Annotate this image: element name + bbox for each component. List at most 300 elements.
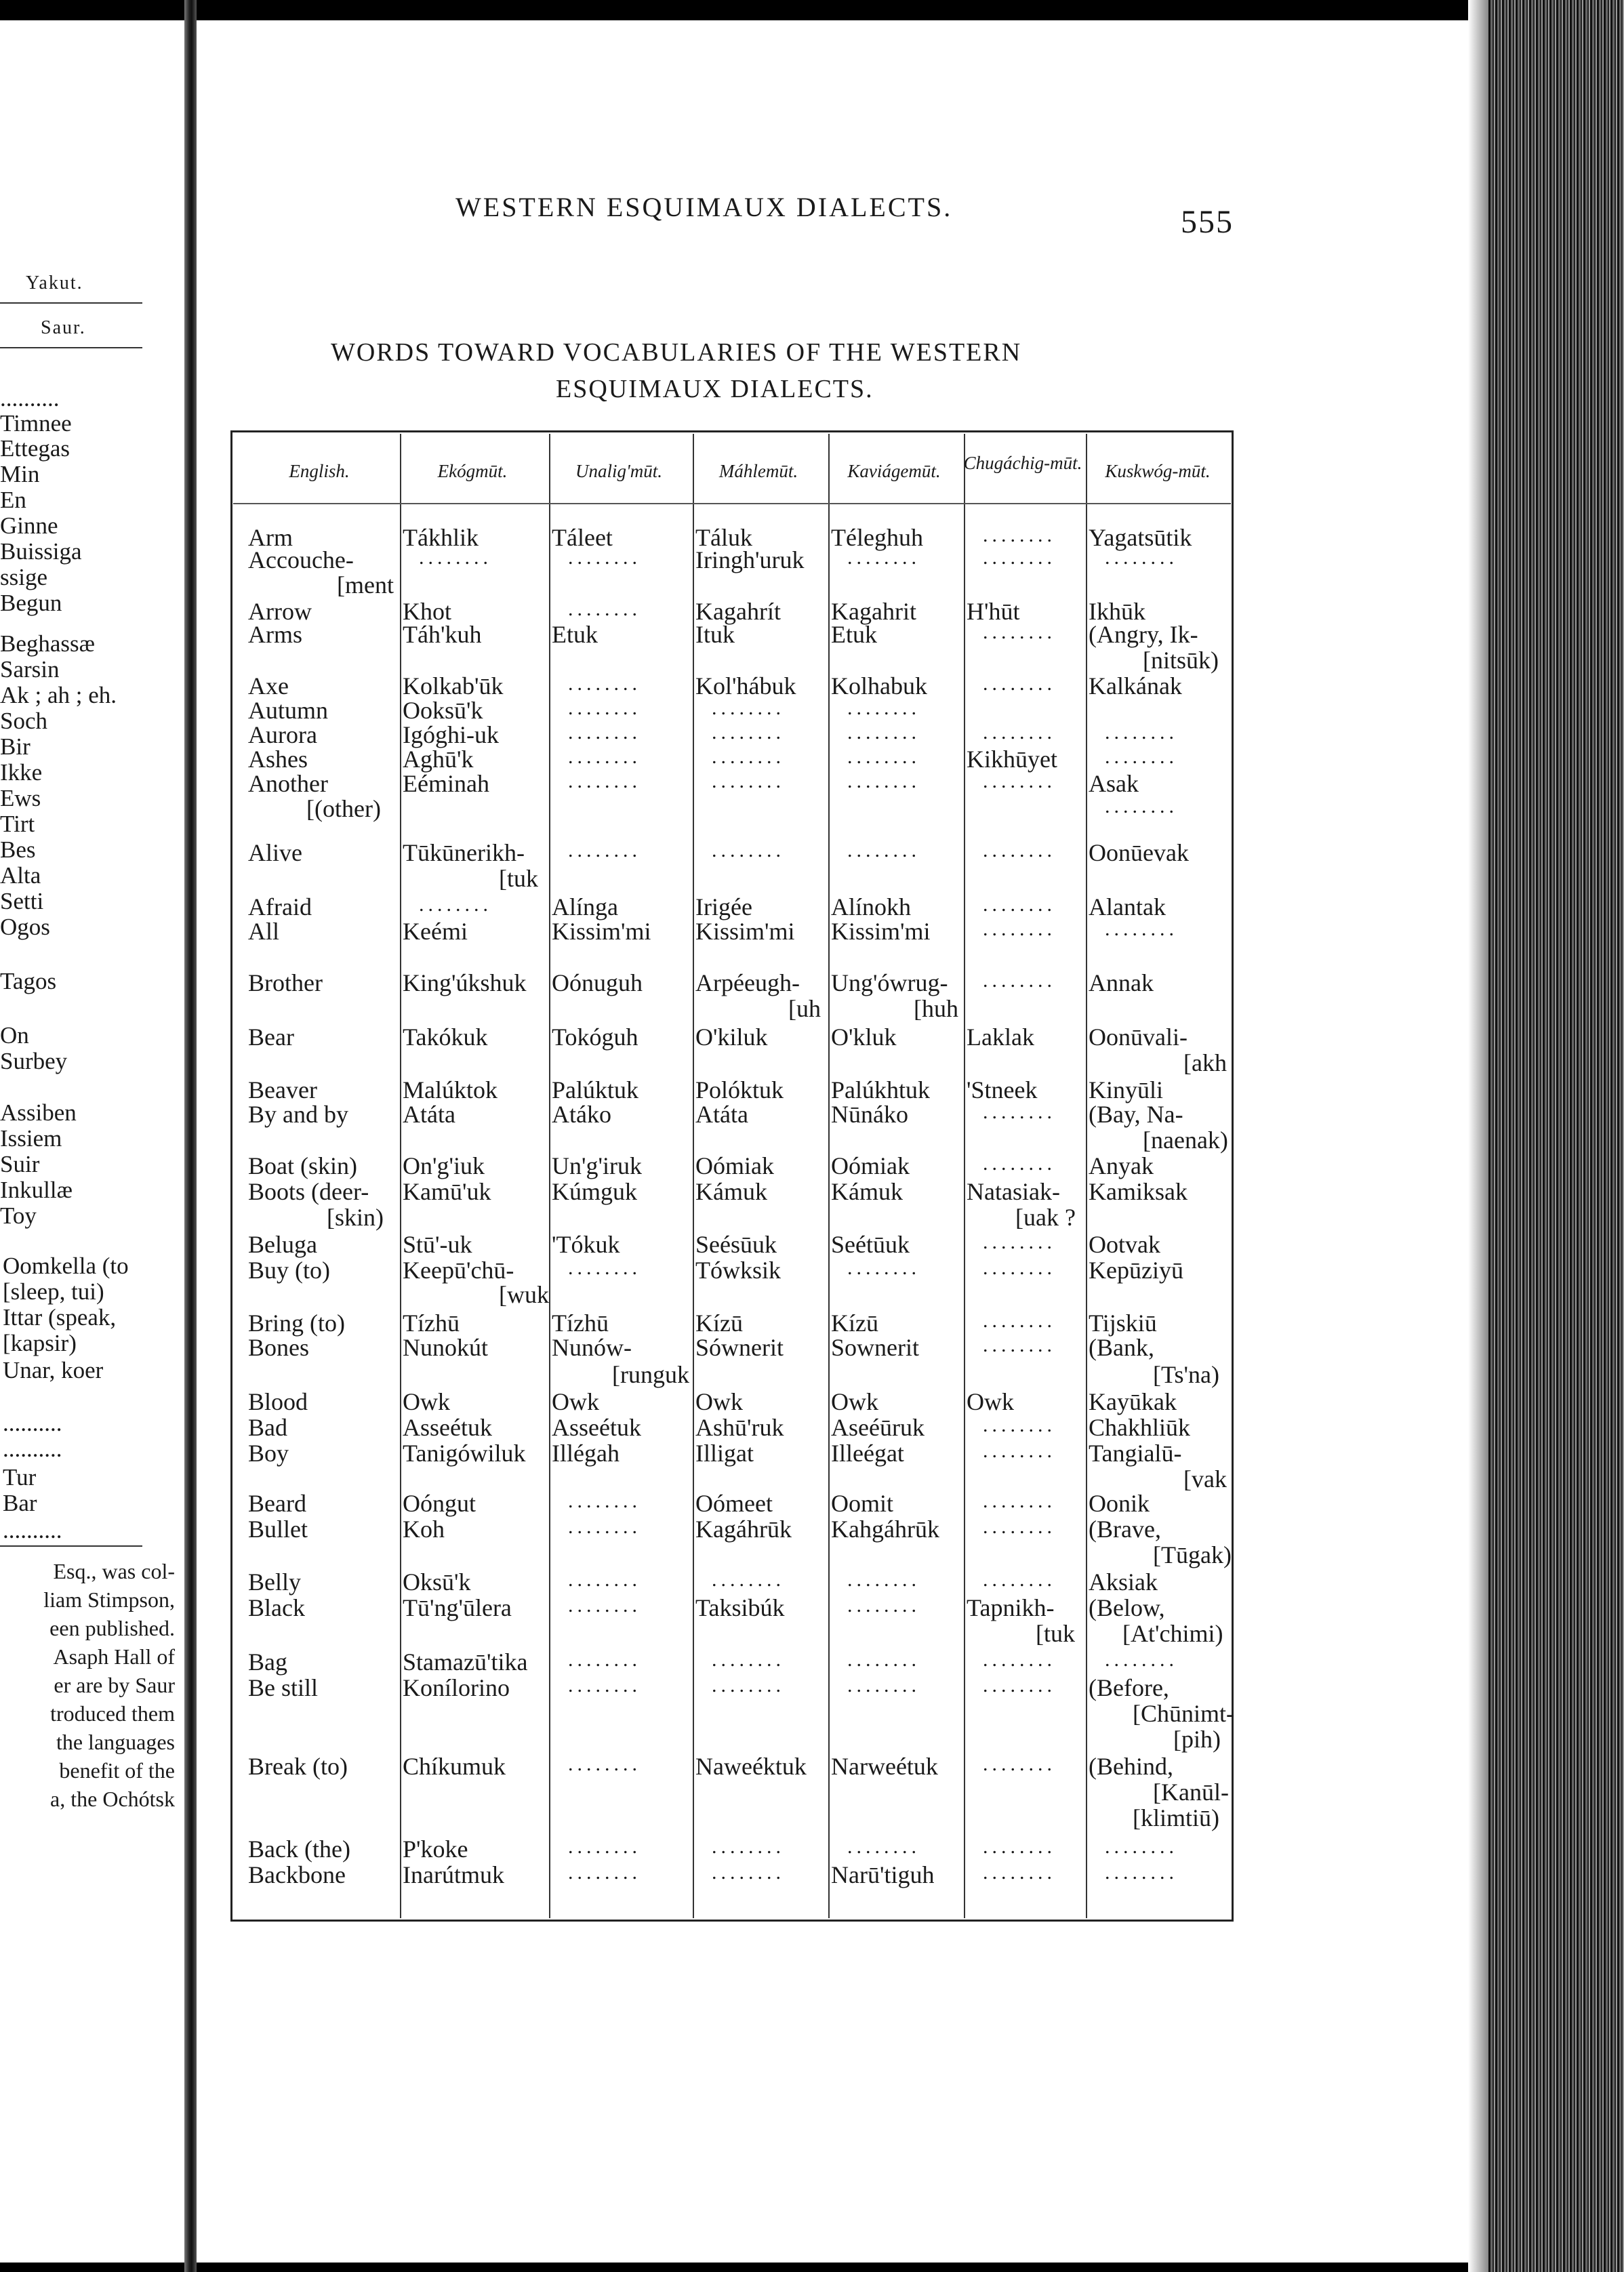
left-prose-line: the languages <box>56 1730 175 1754</box>
english-word-cell: Arm <box>248 524 293 551</box>
left-word-line: Unar, koer <box>3 1357 104 1383</box>
header-rule <box>233 503 1231 504</box>
dialect-word-cell: Aghū'k <box>403 746 474 773</box>
dialect-word-cell: Kagahrít <box>695 598 781 625</box>
left-word-line: Tur <box>3 1464 37 1490</box>
dialect-word-cell: (Bay, Na- <box>1089 1101 1183 1128</box>
dialect-word-cell: ........ <box>1105 1648 1178 1671</box>
dialect-word-cell: Ituk <box>695 621 735 648</box>
left-word-line: .......... <box>3 1410 62 1436</box>
dialect-word-cell: ........ <box>847 770 920 792</box>
dialect-word-cell: ........ <box>568 1594 641 1617</box>
left-word-line: [sleep, tui) <box>3 1278 104 1305</box>
left-word-line: Sarsin <box>0 656 60 683</box>
dialect-word-cell: [At'chimi) <box>1122 1620 1223 1647</box>
dialect-word-cell: ........ <box>983 1568 1056 1591</box>
dialect-word-cell: ........ <box>983 770 1056 792</box>
dialect-word-cell: ........ <box>847 1648 920 1671</box>
dialect-word-cell: Palúkhtuk <box>831 1076 931 1103</box>
english-word-cell: Another <box>248 770 328 797</box>
dialect-word-cell: [uak ? <box>1015 1204 1076 1231</box>
dialect-word-cell: ........ <box>847 839 920 861</box>
english-word-cell: Boy <box>248 1440 289 1467</box>
dialect-word-cell: ........ <box>983 969 1056 992</box>
dialect-word-cell: Anyak <box>1089 1152 1154 1179</box>
dialect-word-cell: Takókuk <box>403 1023 488 1051</box>
english-word-cell: Brother <box>248 969 323 996</box>
book-gutter <box>184 0 197 2272</box>
dialect-word-cell: Natasiak- <box>967 1178 1060 1205</box>
dialect-word-cell: ........ <box>983 1490 1056 1512</box>
dialect-word-cell: ........ <box>847 1568 920 1591</box>
dialect-word-cell: ........ <box>568 1516 641 1538</box>
english-word-cell: Bring (to) <box>248 1310 345 1337</box>
dialect-word-cell: Stamazū'tika <box>403 1648 528 1676</box>
dialect-word-cell: (Bank, <box>1089 1334 1154 1361</box>
dialect-word-cell: ........ <box>847 1594 920 1617</box>
dialect-word-cell: Arpéeugh- <box>695 969 800 996</box>
dialect-word-cell: Polóktuk <box>695 1076 784 1103</box>
english-word-cell: Be still <box>248 1674 319 1701</box>
dialect-word-cell: Inarútmuk <box>403 1861 504 1888</box>
left-word-line: Oomkella (to <box>3 1253 129 1279</box>
dialect-word-cell: ........ <box>1105 918 1178 940</box>
dialect-word-cell: ........ <box>419 893 492 916</box>
dialect-word-cell: Tákhlik <box>403 524 479 551</box>
dialect-word-cell: ........ <box>983 1414 1056 1436</box>
dialect-word-cell: Atáta <box>403 1101 455 1128</box>
dialect-word-cell: Narū'tiguh <box>831 1861 935 1888</box>
dialect-word-cell: [wuk <box>499 1281 549 1308</box>
dialect-word-cell: Oóngut <box>403 1490 476 1517</box>
left-column-header: Yakut. <box>26 272 83 293</box>
dialect-word-cell: ........ <box>983 524 1056 546</box>
dialect-word-cell: ........ <box>1105 795 1178 817</box>
dialect-word-cell: ........ <box>983 1861 1056 1884</box>
dialect-word-cell: Kissim'mi <box>552 918 651 945</box>
english-word-cell: Boat (skin) <box>248 1152 357 1179</box>
dialect-word-cell: Nūnáko <box>831 1101 908 1128</box>
english-word-cell: Bear <box>248 1023 294 1051</box>
dialect-word-cell: Kinyūli <box>1089 1076 1164 1103</box>
dialect-word-cell: Asseétuk <box>403 1414 492 1441</box>
left-bottom-rule <box>0 1545 142 1547</box>
english-word-cell: By and by <box>248 1101 348 1128</box>
left-word-line: [kapsir) <box>3 1330 77 1356</box>
dialect-word-cell: ........ <box>983 1334 1056 1356</box>
english-word-cell: Back (the) <box>248 1835 350 1863</box>
dialect-word-cell: Keémi <box>403 918 468 945</box>
dialect-word-cell: Tangialū- <box>1089 1440 1182 1467</box>
dialect-word-cell: ........ <box>847 1674 920 1697</box>
left-word-line: Ittar (speak, <box>3 1304 117 1331</box>
left-word-line: .......... <box>3 1517 62 1543</box>
dialect-word-cell: Illégah <box>552 1440 620 1467</box>
dialect-word-cell: ........ <box>983 1231 1056 1253</box>
dialect-word-cell: ........ <box>568 1674 641 1697</box>
dialect-word-cell: Táleet <box>552 524 613 551</box>
left-column-subheader: Saur. <box>41 317 86 338</box>
dialect-word-cell: ........ <box>983 1674 1056 1697</box>
dialect-word-cell: (Angry, Ik- <box>1089 621 1198 648</box>
left-word-line: Toy <box>0 1202 37 1229</box>
dialect-word-cell: Konílorino <box>403 1674 510 1701</box>
left-word-line: Suir <box>0 1151 40 1177</box>
english-word-cell: Arrow <box>248 598 312 625</box>
dialect-word-cell: ........ <box>568 672 641 695</box>
dialect-word-cell: Malúktok <box>403 1076 498 1103</box>
dialect-word-cell: ........ <box>847 721 920 744</box>
dialect-word-cell: ........ <box>983 839 1056 861</box>
dialect-word-cell: [akh <box>1183 1049 1227 1076</box>
dialect-word-cell: ........ <box>1105 546 1178 569</box>
left-word-line: Bes <box>0 836 36 863</box>
left-word-line: Issiem <box>0 1125 62 1152</box>
dialect-word-cell: Kízū <box>831 1310 878 1337</box>
dialect-word-cell: P'koke <box>403 1835 468 1863</box>
dialect-word-cell: Etuk <box>831 621 877 648</box>
dialect-word-cell: Kagáhrūk <box>695 1516 792 1543</box>
left-prose-line: Esq., was col- <box>53 1559 175 1583</box>
dialect-word-cell: ........ <box>568 1861 641 1884</box>
english-word-cell: Backbone <box>248 1861 346 1888</box>
left-word-line: Begun <box>0 590 62 616</box>
dialect-word-cell: Oksū'k <box>403 1568 471 1596</box>
dialect-word-cell: Yagatsūtik <box>1089 524 1192 551</box>
dialect-word-cell: ........ <box>983 1152 1056 1175</box>
dialect-word-cell: ........ <box>983 546 1056 569</box>
dialect-word-cell: Koh <box>403 1516 445 1543</box>
dialect-word-cell: [vak <box>1183 1465 1227 1493</box>
dialect-word-cell: ........ <box>568 1257 641 1279</box>
dialect-word-cell: 'Tókuk <box>552 1231 620 1258</box>
book-page-edges <box>1488 0 1624 2272</box>
dialect-word-cell: Seétūuk <box>831 1231 910 1258</box>
dialect-word-cell: Ikhūk <box>1089 598 1145 625</box>
dialect-word-cell: Oónuguh <box>552 969 643 996</box>
left-word-line: Setti <box>0 888 44 914</box>
dialect-word-cell: Taksibúk <box>695 1594 785 1621</box>
dialect-word-cell: Kalkának <box>1089 672 1182 699</box>
dialect-word-cell: 'Stneek <box>967 1076 1038 1103</box>
dialect-word-cell: Tówksik <box>695 1257 781 1284</box>
left-word-line: Beghassæ <box>0 630 95 657</box>
dialect-word-cell: Tapnikh- <box>967 1594 1055 1621</box>
english-word-cell: Bullet <box>248 1516 308 1543</box>
left-word-line: Ginne <box>0 512 58 539</box>
column-header: Ekógmūt. <box>437 461 508 481</box>
dialect-word-cell: On'g'iuk <box>403 1152 485 1179</box>
dialect-word-cell: ........ <box>1105 1861 1178 1884</box>
english-word-cell: Autumn <box>248 697 329 724</box>
dialect-word-cell: Illigat <box>695 1440 754 1467</box>
dialect-word-cell: [pih) <box>1173 1726 1221 1753</box>
dialect-word-cell: Oomit <box>831 1490 894 1517</box>
dialect-word-cell: Aseéūruk <box>831 1414 925 1441</box>
left-word-line: .......... <box>0 385 60 411</box>
dialect-word-cell: Kúmguk <box>552 1178 637 1205</box>
english-word-cell: All <box>248 918 280 945</box>
dialect-word-cell: ........ <box>983 1310 1056 1332</box>
dialect-word-cell: ........ <box>568 598 641 620</box>
left-word-line: On <box>0 1022 29 1049</box>
left-word-line: Bar <box>3 1490 37 1516</box>
dialect-word-cell: ........ <box>847 546 920 569</box>
dialect-word-cell: ........ <box>712 1861 785 1884</box>
dialect-word-cell: ........ <box>1105 746 1178 768</box>
dialect-word-cell: Kolhabuk <box>831 672 927 699</box>
dialect-word-cell: Alínokh <box>831 893 912 920</box>
dialect-word-cell: ........ <box>568 1648 641 1671</box>
dialect-word-cell: ........ <box>983 721 1056 744</box>
dialect-word-cell: [tuk <box>1036 1620 1075 1647</box>
left-word-line: Bir <box>0 733 31 760</box>
dialect-word-cell: Chakhliūk <box>1089 1414 1190 1441</box>
dialect-word-cell: ........ <box>847 746 920 768</box>
dialect-word-cell: ........ <box>712 721 785 744</box>
dialect-word-cell: Alínga <box>552 893 618 920</box>
dialect-word-cell: ........ <box>568 1753 641 1775</box>
dialect-word-cell: Kepūziyū <box>1089 1257 1183 1284</box>
dialect-word-cell: ........ <box>847 697 920 719</box>
dialect-word-cell: [uh <box>788 995 821 1022</box>
dialect-word-cell: ........ <box>712 1835 785 1858</box>
dialect-word-cell: ........ <box>983 1101 1056 1123</box>
english-word-cell: Bag <box>248 1648 287 1676</box>
left-word-line: Soch <box>0 708 47 734</box>
english-word-cell: Accouche- <box>248 546 354 573</box>
dialect-word-cell: Nunokút <box>403 1334 488 1361</box>
dialect-word-cell: ........ <box>983 1440 1056 1462</box>
column-rule <box>964 434 965 1918</box>
left-word-line: Surbey <box>0 1048 68 1074</box>
english-word-cell: Boots (deer- <box>248 1178 369 1205</box>
dialect-word-cell: Narweétuk <box>831 1753 938 1780</box>
dialect-word-cell: Illeégat <box>831 1440 904 1467</box>
dialect-word-cell: Owk <box>552 1388 599 1415</box>
dialect-word-cell: [klimtiū) <box>1133 1804 1219 1831</box>
dialect-word-cell: Alantak <box>1089 893 1166 920</box>
dialect-word-cell: Sownerit <box>831 1334 919 1361</box>
dialect-word-cell: Irigée <box>695 893 752 920</box>
dialect-word-cell: ........ <box>712 1568 785 1591</box>
dialect-word-cell: ........ <box>983 672 1056 695</box>
left-word-line: Ak ; ah ; eh. <box>0 682 117 708</box>
english-word-cell: Arms <box>248 621 302 648</box>
dialect-word-cell: [nitsūk) <box>1143 647 1219 674</box>
dialect-word-cell: Tūkūnerikh- <box>403 839 525 866</box>
left-prose-line: een published. <box>49 1616 175 1640</box>
left-prose-line: er are by Saur <box>54 1673 175 1697</box>
left-word-line: Alta <box>0 862 41 889</box>
dialect-word-cell: ........ <box>847 1257 920 1279</box>
dialect-word-cell: (Below, <box>1089 1594 1165 1621</box>
dialect-word-cell: Laklak <box>967 1023 1034 1051</box>
dialect-word-cell: ........ <box>568 1835 641 1858</box>
column-rule <box>1086 434 1087 1918</box>
english-word-cell: Bad <box>248 1414 287 1441</box>
page-edge-shadow <box>1468 0 1488 2272</box>
dialect-word-cell: [Kanūl- <box>1153 1779 1229 1806</box>
dialect-word-cell: ........ <box>568 770 641 792</box>
dialect-word-cell: Eéminah <box>403 770 489 797</box>
dialect-word-cell: Táluk <box>695 524 752 551</box>
dialect-word-cell: Owk <box>695 1388 743 1415</box>
dialect-word-cell: ........ <box>712 1674 785 1697</box>
dialect-word-cell: [huh <box>914 995 958 1022</box>
dialect-word-cell: Kikhūyet <box>967 746 1057 773</box>
dialect-word-cell: ........ <box>983 1835 1056 1858</box>
dialect-word-cell: ........ <box>983 1516 1056 1538</box>
dialect-word-cell: Kolkab'ūk <box>403 672 504 699</box>
english-word-cell: Blood <box>248 1388 308 1415</box>
left-word-line: Assiben <box>0 1099 77 1126</box>
dialect-word-cell: Nunów- <box>552 1334 632 1361</box>
column-rule <box>400 434 401 1918</box>
left-prose-line: a, the Ochótsk <box>50 1787 175 1811</box>
dialect-word-cell: ........ <box>568 746 641 768</box>
english-word-cell: Beard <box>248 1490 306 1517</box>
dialect-word-cell: Ung'ówrug- <box>831 969 948 996</box>
english-word-cell: Break (to) <box>248 1753 348 1780</box>
dialect-word-cell: Tokóguh <box>552 1023 638 1051</box>
column-rule <box>693 434 694 1918</box>
dialect-word-cell: ........ <box>712 746 785 768</box>
dialect-word-cell: O'kiluk <box>695 1023 768 1051</box>
dialect-word-cell: Kízū <box>695 1310 743 1337</box>
left-word-line: Tagos <box>0 968 57 994</box>
dialect-word-cell: King'úkshuk <box>403 969 527 996</box>
dialect-word-cell: [Chūnimt- <box>1133 1700 1234 1727</box>
dialect-word-cell: Naweéktuk <box>695 1753 807 1780</box>
scan-top-border <box>0 0 1624 20</box>
dialect-word-cell: ........ <box>568 697 641 719</box>
dialect-word-cell: ........ <box>983 1753 1056 1775</box>
dialect-word-cell: Oómeet <box>695 1490 773 1517</box>
dialect-word-cell: Kámuk <box>695 1178 767 1205</box>
running-head: WESTERN ESQUIMAUX DIALECTS. <box>455 192 953 222</box>
english-word-cell: Black <box>248 1594 305 1621</box>
dialect-word-cell: Annak <box>1089 969 1154 996</box>
english-word-cell: Alive <box>248 839 302 866</box>
dialect-word-cell: Kissim'mi <box>831 918 931 945</box>
dialect-word-cell: Kamiksak <box>1089 1178 1187 1205</box>
column-header: Kuskwóg-mūt. <box>1105 461 1211 481</box>
dialect-word-cell: [tuk <box>499 865 538 892</box>
dialect-word-cell: Kagahrit <box>831 598 916 625</box>
dialect-word-cell: Owk <box>967 1388 1014 1415</box>
dialect-word-cell: Iringh'uruk <box>695 546 805 573</box>
left-prose-line: Asaph Hall of <box>53 1644 175 1669</box>
dialect-word-cell: Kámuk <box>831 1178 903 1205</box>
dialect-word-cell: Atáta <box>695 1101 748 1128</box>
left-word-line: Min <box>0 461 40 487</box>
dialect-word-cell: Asseétuk <box>552 1414 641 1441</box>
dialect-word-cell: ........ <box>983 621 1056 643</box>
dialect-word-cell: Oonūvali- <box>1089 1023 1187 1051</box>
left-word-line: Tirt <box>0 811 35 837</box>
english-word-cell: Beluga <box>248 1231 317 1258</box>
dialect-word-cell: Kol'hábuk <box>695 672 796 699</box>
dialect-word-cell: Atáko <box>552 1101 611 1128</box>
left-prose-line: liam Stimpson, <box>43 1587 175 1612</box>
dialect-word-cell: ........ <box>712 1648 785 1671</box>
left-word-line: Inkullæ <box>0 1177 73 1203</box>
column-header: Máhlemūt. <box>718 461 798 481</box>
dialect-word-cell: Seésūuk <box>695 1231 777 1258</box>
column-header: Kaviágemūt. <box>847 461 941 481</box>
dialect-word-cell: Etuk <box>552 621 598 648</box>
left-prose-line: benefit of the <box>59 1758 175 1783</box>
english-word-cell: Ashes <box>248 746 308 773</box>
english-word-cell: Axe <box>248 672 289 699</box>
dialect-word-cell: (Behind, <box>1089 1753 1173 1780</box>
dialect-word-cell: (Brave, <box>1089 1516 1161 1543</box>
page-number: 555 <box>1181 204 1234 240</box>
dialect-word-cell: H'hūt <box>967 598 1020 625</box>
dialect-word-cell: Asak <box>1089 770 1139 797</box>
dialect-word-cell: Oómiak <box>695 1152 774 1179</box>
dialect-word-cell: ........ <box>419 546 492 569</box>
dialect-word-cell: Ashū'ruk <box>695 1414 784 1441</box>
dialect-word-cell: ........ <box>712 839 785 861</box>
dialect-word-cell: ........ <box>568 721 641 744</box>
left-word-line: .......... <box>3 1436 62 1462</box>
column-rule <box>549 434 550 1918</box>
dialect-word-cell: Kayūkak <box>1089 1388 1177 1415</box>
dialect-word-cell: ........ <box>568 839 641 861</box>
english-word-cell: Bones <box>248 1334 309 1361</box>
english-word-cell: Beaver <box>248 1076 317 1103</box>
english-word-cell: [ment <box>337 571 394 599</box>
left-word-line: Buissiga <box>0 538 82 565</box>
table-title-line-1: WORDS TOWARD VOCABULARIES OF THE WESTERN <box>331 338 1022 367</box>
dialect-word-cell: Keepū'chū- <box>403 1257 514 1284</box>
english-word-cell: [(other) <box>306 795 381 822</box>
dialect-word-cell: Tū'ng'ūlera <box>403 1594 512 1621</box>
dialect-word-cell: Ootvak <box>1089 1231 1160 1258</box>
dialect-word-cell: [runguk <box>612 1361 689 1388</box>
dialect-word-cell: Tízhū <box>403 1310 460 1337</box>
dialect-word-cell: ........ <box>983 1648 1056 1671</box>
dialect-word-cell: ........ <box>568 546 641 569</box>
table-title-line-2: ESQUIMAUX DIALECTS. <box>556 375 874 403</box>
dialect-word-cell: Un'g'iruk <box>552 1152 642 1179</box>
left-word-line: Timnee <box>0 410 72 437</box>
left-prose-line: troduced them <box>50 1701 175 1726</box>
dialect-word-cell: ........ <box>712 770 785 792</box>
dialect-word-cell: Khot <box>403 598 451 625</box>
dialect-word-cell: [Ts'na) <box>1153 1361 1219 1388</box>
dialect-word-cell: Chíkumuk <box>403 1753 506 1780</box>
left-word-line: ssige <box>0 564 47 590</box>
dialect-word-cell: O'kluk <box>831 1023 897 1051</box>
dialect-word-cell: (Before, <box>1089 1674 1169 1701</box>
dialect-word-cell: Sównerit <box>695 1334 784 1361</box>
dialect-word-cell: ........ <box>983 918 1056 940</box>
dialect-word-cell: ........ <box>1105 721 1178 744</box>
dialect-word-cell: Tanigówiluk <box>403 1440 526 1467</box>
left-header-rule <box>0 302 142 304</box>
left-word-line: Ikke <box>0 759 43 786</box>
left-word-line: En <box>0 487 26 513</box>
dialect-word-cell: ........ <box>983 893 1056 916</box>
left-word-line: Ettegas <box>0 435 70 462</box>
english-word-cell: Belly <box>248 1568 301 1596</box>
dialect-word-cell: ........ <box>712 697 785 719</box>
dialect-word-cell: Kahgáhrūk <box>831 1516 939 1543</box>
dialect-word-cell: Oómiak <box>831 1152 910 1179</box>
